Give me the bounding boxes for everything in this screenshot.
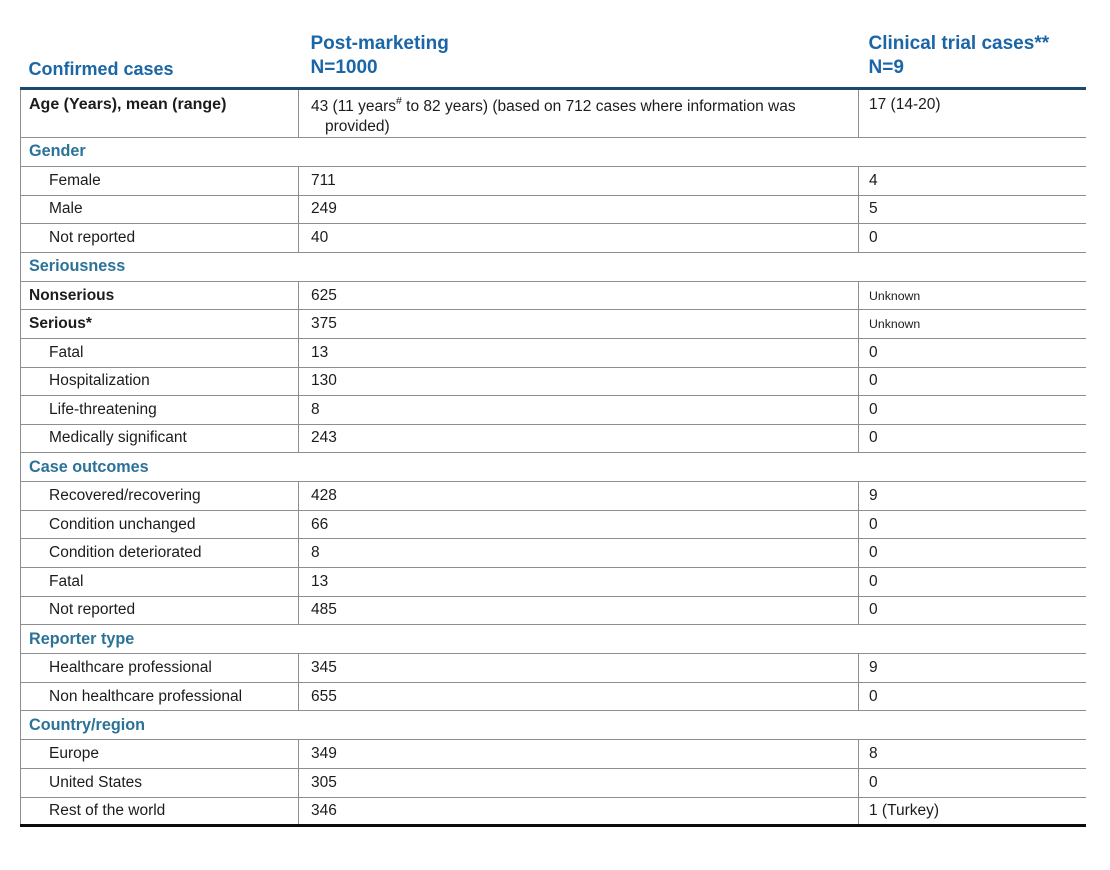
table-row [21, 568, 1086, 597]
table-row [21, 797, 1086, 826]
table-row [21, 539, 1086, 568]
clinical-trial-value: 0 [859, 568, 1086, 597]
clinical-trial-value: 17 (14-20) [859, 88, 1086, 137]
column-header-clinical-trial [859, 22, 1086, 88]
table-row [21, 482, 1086, 511]
post-marketing-value: 13 [299, 338, 859, 367]
row-label: Europe [21, 740, 299, 769]
table-row-age [21, 88, 1086, 137]
table-row [21, 310, 1086, 339]
clinical-trial-value: 0 [859, 769, 1086, 798]
clinical-trial-value: 0 [859, 224, 1086, 253]
table-row [21, 338, 1086, 367]
post-marketing-value: 249 [299, 195, 859, 224]
clinical-trial-value: 8 [859, 740, 1086, 769]
table-row [21, 769, 1086, 798]
table-row [21, 396, 1086, 425]
clinical-trial-value: Unknown [859, 310, 1086, 339]
post-marketing-value: 346 [299, 797, 859, 826]
row-label: Not reported [21, 596, 299, 625]
age-value-text [311, 96, 833, 137]
section-title: Seriousness [21, 252, 1086, 281]
clinical-trial-value: 4 [859, 166, 1086, 195]
confirmed-cases-table [20, 22, 1086, 827]
clinical-trial-value: 0 [859, 338, 1086, 367]
section-header-row-case-outcomes [21, 453, 1086, 482]
post-marketing-value [299, 88, 859, 137]
post-marketing-value: 8 [299, 539, 859, 568]
section-title: Gender [21, 137, 1086, 166]
row-label: Male [21, 195, 299, 224]
post-marketing-value: 375 [299, 310, 859, 339]
table-row [21, 682, 1086, 711]
section-header-row-gender [21, 137, 1086, 166]
clinical-trial-value: 0 [859, 367, 1086, 396]
table-row [21, 510, 1086, 539]
column-header-post-marketing [299, 22, 859, 88]
clinical-trial-value: 0 [859, 510, 1086, 539]
row-label: Condition unchanged [21, 510, 299, 539]
post-marketing-value: 655 [299, 682, 859, 711]
row-label: Medically significant [21, 424, 299, 453]
age-value-part2: to 82 years) (based on 712 cases where information was provided) [325, 97, 796, 135]
table-row [21, 224, 1086, 253]
clinical-trial-value: 0 [859, 396, 1086, 425]
column-header-label: Clinical trial cases** [868, 32, 1050, 54]
row-label: Fatal [21, 568, 299, 597]
table-row [21, 740, 1086, 769]
table-row [21, 654, 1086, 683]
column-header-label: Confirmed cases [28, 58, 174, 79]
footnote-marker: # [396, 94, 402, 107]
row-label: Serious* [21, 310, 299, 339]
clinical-trial-value: 0 [859, 596, 1086, 625]
clinical-trial-value: 1 (Turkey) [859, 797, 1086, 826]
row-label: Not reported [21, 224, 299, 253]
table-row [21, 195, 1086, 224]
section-title: Country/region [21, 711, 1086, 740]
table-row [21, 596, 1086, 625]
row-label: Condition deteriorated [21, 539, 299, 568]
section-title: Case outcomes [21, 453, 1086, 482]
row-label: Non healthcare professional [21, 682, 299, 711]
post-marketing-value: 485 [299, 596, 859, 625]
post-marketing-value: 428 [299, 482, 859, 511]
post-marketing-value: 349 [299, 740, 859, 769]
table-row [21, 281, 1086, 310]
column-header-n: N=9 [868, 56, 904, 78]
row-label: Life-threatening [21, 396, 299, 425]
row-label: Hospitalization [21, 367, 299, 396]
column-header-confirmed-cases [21, 22, 299, 88]
column-header-label: Post-marketing [310, 32, 449, 54]
post-marketing-value: 243 [299, 424, 859, 453]
section-header-row-reporter-type [21, 625, 1086, 654]
header-row [21, 22, 1086, 88]
clinical-trial-value: 0 [859, 539, 1086, 568]
column-header-n: N=1000 [310, 56, 378, 78]
post-marketing-value: 625 [299, 281, 859, 310]
post-marketing-value: 8 [299, 396, 859, 425]
row-label: United States [21, 769, 299, 798]
table-row [21, 367, 1086, 396]
row-label: Age (Years), mean (range) [21, 88, 299, 137]
row-label: Nonserious [21, 281, 299, 310]
clinical-trial-value: Unknown [859, 281, 1086, 310]
row-label: Fatal [21, 338, 299, 367]
row-label: Recovered/recovering [21, 482, 299, 511]
clinical-trial-value: 9 [859, 654, 1086, 683]
post-marketing-value: 13 [299, 568, 859, 597]
post-marketing-value: 711 [299, 166, 859, 195]
age-value-part1: 43 (11 years [311, 97, 397, 115]
post-marketing-value: 66 [299, 510, 859, 539]
post-marketing-value: 130 [299, 367, 859, 396]
row-label: Healthcare professional [21, 654, 299, 683]
post-marketing-value: 345 [299, 654, 859, 683]
clinical-trial-value: 9 [859, 482, 1086, 511]
row-label: Rest of the world [21, 797, 299, 826]
post-marketing-value: 305 [299, 769, 859, 798]
clinical-trial-value: 0 [859, 424, 1086, 453]
table-row [21, 166, 1086, 195]
section-header-row-seriousness [21, 252, 1086, 281]
clinical-trial-value: 0 [859, 682, 1086, 711]
section-title: Reporter type [21, 625, 1086, 654]
table-row [21, 424, 1086, 453]
post-marketing-value: 40 [299, 224, 859, 253]
clinical-trial-value: 5 [859, 195, 1086, 224]
section-header-row-country-region [21, 711, 1086, 740]
row-label: Female [21, 166, 299, 195]
